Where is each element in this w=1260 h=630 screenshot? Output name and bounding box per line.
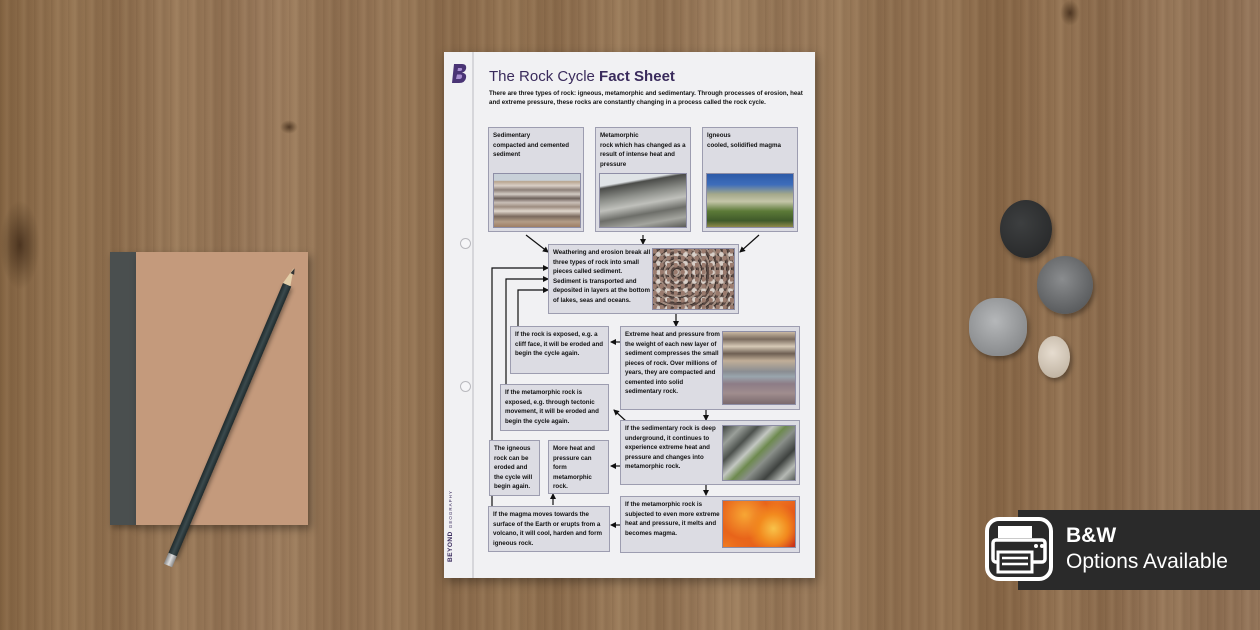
step-text: If the rock is exposed, e.g. a cliff face, it will be eroded and begin the cycle again. [515, 331, 604, 357]
badge-subtitle: Options Available [1066, 550, 1228, 573]
card-text: rock which has changed as a result of intense heat and pressure [600, 141, 686, 168]
step-text: If the magma moves towards the surface of the Earth or erupts from a volcano, it will cool, harden and form igneous rock. [493, 511, 602, 547]
card-heading: Metamorphic [600, 132, 639, 139]
step-magma-cools [488, 506, 610, 552]
step-rock-exposed [510, 326, 609, 374]
stone-speckled [1037, 256, 1093, 314]
title-regular: The Rock Cycle [489, 68, 595, 85]
step-text: If the metamorphic rock is subjected to even more extreme heat and pressure, it melts and becomes magma. [625, 501, 720, 537]
printer-icon [984, 516, 1054, 582]
pencil-ferrule [164, 553, 177, 568]
wood-knot [1060, 0, 1080, 26]
fact-sheet [444, 52, 815, 578]
brand-subject: GEOGRAPHY [448, 490, 453, 529]
step-metamorphic-exposed [500, 384, 609, 431]
sediment-photo [652, 248, 735, 310]
step-text: Weathering and erosion break all three types of rock into small pieces called sediment. Sediment is transported and deposited in layers at the bottom of lakes, seas and oceans. [553, 249, 651, 304]
title-bold: Fact Sheet [599, 68, 675, 85]
step-igneous-eroded [489, 440, 540, 496]
wood-knot [0, 200, 40, 290]
metamorphic-rock-photo [722, 425, 796, 481]
card-text: cooled, solidified magma [707, 141, 781, 149]
intro-paragraph: There are three types of rock: igneous, metamorphic and sedimentary. Through processes of erosion, heat and extreme pressure, these rocks are constantly changing in a process called the rock cycle. [489, 90, 803, 106]
card-heading: Sedimentary [493, 132, 531, 139]
brand-name: BEYOND [447, 531, 454, 562]
card-heading: Igneous [707, 132, 731, 139]
bw-options-badge [1018, 510, 1260, 590]
card-text: compacted and cemented sediment [493, 141, 569, 158]
step-text: More heat and pressure can form metamorphic rock. [553, 445, 595, 490]
wood-knot [280, 120, 298, 134]
stone-grey [969, 298, 1027, 356]
step-more-heat [548, 440, 609, 494]
magma-photo [722, 500, 796, 548]
stone-light [1038, 336, 1070, 378]
sedimentary-layers-photo [722, 331, 796, 405]
step-text: The igneous rock can be eroded and the cycle will begin again. [494, 445, 533, 490]
step-text: If the sedimentary rock is deep underground, it continues to experience extreme heat and pressure and changes into metamorphic rock. [625, 425, 716, 470]
stone-dark [1000, 200, 1052, 258]
step-text: Extreme heat and pressure from the weight of each new layer of sediment compresses the small pieces of rock. Over millions of years, they are compacted and cemented into solid sedimentary rock. [625, 331, 720, 395]
step-text: If the metamorphic rock is exposed, e.g. through tectonic movement, it will be eroded and begin the cycle again. [505, 389, 599, 425]
notebook-spine [110, 252, 138, 525]
badge-title: B&W [1066, 524, 1117, 547]
